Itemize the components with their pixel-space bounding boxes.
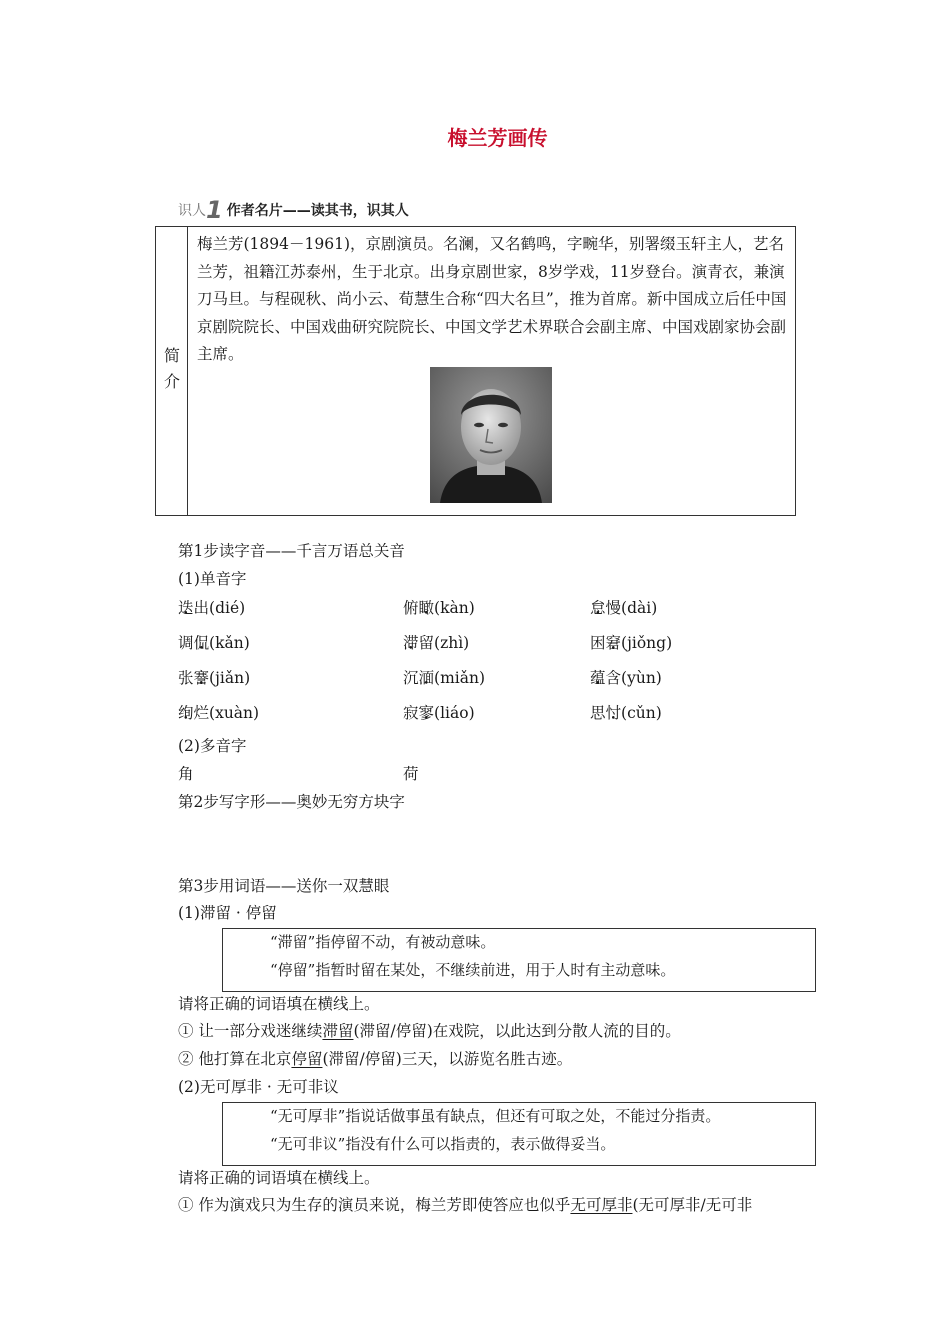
vocab-char: 俯 [403,599,419,617]
exercise-text: ① 作为演戏只为生存的演员来说，梅兰芳即使答应也似乎 [178,1196,571,1214]
dotted-char: 绚 [178,704,194,722]
definition-line: “滞留”指停留不动，有被动意味。 [270,933,496,951]
fill-prompt-1: 请将正确的词语填在横线上。 [178,995,380,1013]
dotted-char: 謇 [193,669,210,687]
group1-label: (1)滞留 · 停留 [178,904,277,922]
vocab-char: 寂 [403,704,419,722]
dotted-char: 瞰 [418,599,435,617]
definition-line: “停留”指暂时留在某处，不继续前进，用于人时有主动意味。 [270,961,676,979]
polyphone-char: 荷 [403,765,419,783]
author-card [155,226,796,516]
pinyin: (xuàn) [209,704,260,722]
answer-underlined: 滞留 [322,1022,354,1040]
vocab-char: 思 [590,704,606,722]
pinyin: (jiǒng) [621,634,673,652]
dotted-char: 滞 [403,634,419,652]
pinyin: (yùn) [621,669,662,687]
section-header-text: 作者名片——读其书，识其人 [226,203,409,219]
pinyin: (kàn) [434,599,475,617]
group2-label: (2)无可厚非 · 无可非议 [178,1078,339,1096]
section-header [178,193,409,224]
vocab-char: 含 [605,669,622,687]
section-header-number: 1 [206,196,223,224]
vocab-char: 张 [178,669,194,687]
vocab-item [590,666,662,688]
vocab-item [590,596,657,618]
pinyin: (dài) [621,599,658,617]
section-header-lead: 识人 [178,203,206,219]
dotted-char: 迭 [178,599,194,617]
dotted-char: 寥 [418,704,435,722]
side-label-char: 简 [164,346,181,365]
vocab-item [590,701,662,723]
vocab-item [403,631,469,653]
exercise-text: (滞留/停留)在戏院，以此达到分散人流的目的。 [353,1022,681,1040]
pinyin: (dié) [209,599,246,617]
definition-box-2 [222,1102,816,1166]
pinyin: (miǎn) [434,669,486,687]
vocab-char: 困 [590,634,606,652]
exercise-text: ② 他打算在北京 [178,1050,292,1068]
step1-sub2: (2)多音字 [178,737,247,755]
step2-heading: 第2步写字形——奥妙无穷方块字 [178,793,405,811]
vocab-item [403,701,475,723]
pinyin: (cǔn) [621,704,662,722]
vocab-item [178,701,259,723]
dotted-char: 侃 [193,634,210,652]
side-label-char: 介 [164,372,181,391]
vocab-char: 出 [193,599,210,617]
vocab-char: 慢 [605,599,622,617]
exercise-item [178,1047,572,1069]
polyphone-char: 角 [178,765,194,783]
definition-box-1 [222,928,816,992]
dotted-char: 湎 [418,669,435,687]
answer-underlined: 无可厚非 [570,1196,633,1214]
definition-line: “无可非议”指没有什么可以指责的，表示做得妥当。 [270,1135,616,1153]
fill-prompt-2: 请将正确的词语填在横线上。 [178,1169,380,1187]
exercise-text: (滞留/停留)三天，以游览名胜古迹。 [322,1050,573,1068]
dotted-char: 蕴 [590,669,606,687]
dotted-char: 窘 [605,634,622,652]
dotted-char: 忖 [605,704,622,722]
exercise-item [178,1019,681,1041]
exercise-text: ① 让一部分戏迷继续 [178,1022,323,1040]
dotted-char: 怠 [590,599,606,617]
vocab-char: 沉 [403,669,419,687]
page-title: 梅兰芳画传 [447,126,548,150]
intro-side-label [156,227,188,515]
vocab-char: 烂 [193,704,210,722]
step1-sub1: (1)单音字 [178,570,247,588]
exercise-text: (无可厚非/无可非 [632,1196,753,1214]
author-portrait-photo [430,367,552,503]
author-bio: 梅兰芳(1894－1961)，京剧演员。名澜，又名鹤鸣，字畹华，别署缀玉轩主人，艺名兰芳，祖籍江苏泰州，生于北京。出身京剧世家，8岁学戏，11岁登台。演青衣，兼演刀马旦。与程砚秋、尚小云、荀慧生合称“四大名旦”，推为首席。新中国成立后任中国京剧院院长、中国戏曲研究院院长、中国文学艺术界联合会副主席、中国戏剧家协会副主席。 [197,235,787,363]
vocab-item [178,666,250,688]
pinyin: (zhì) [434,634,470,652]
exercise-item [178,1193,752,1215]
answer-underlined: 停留 [291,1050,323,1068]
vocab-item [590,631,672,653]
vocab-item [178,596,245,618]
step1-heading: 第1步读字音——千言万语总关音 [178,542,405,560]
pinyin: (kǎn) [209,634,250,652]
vocab-item [403,666,485,688]
vocab-char: 调 [178,634,194,652]
definition-line: “无可厚非”指说话做事虽有缺点，但还有可取之处，不能过分指责。 [270,1107,721,1125]
step3-heading: 第3步用词语——送你一双慧眼 [178,877,390,895]
pinyin: (jiǎn) [209,669,251,687]
pinyin: (liáo) [434,704,475,722]
vocab-char: 留 [418,634,435,652]
vocab-item [178,631,250,653]
vocab-item [403,596,475,618]
